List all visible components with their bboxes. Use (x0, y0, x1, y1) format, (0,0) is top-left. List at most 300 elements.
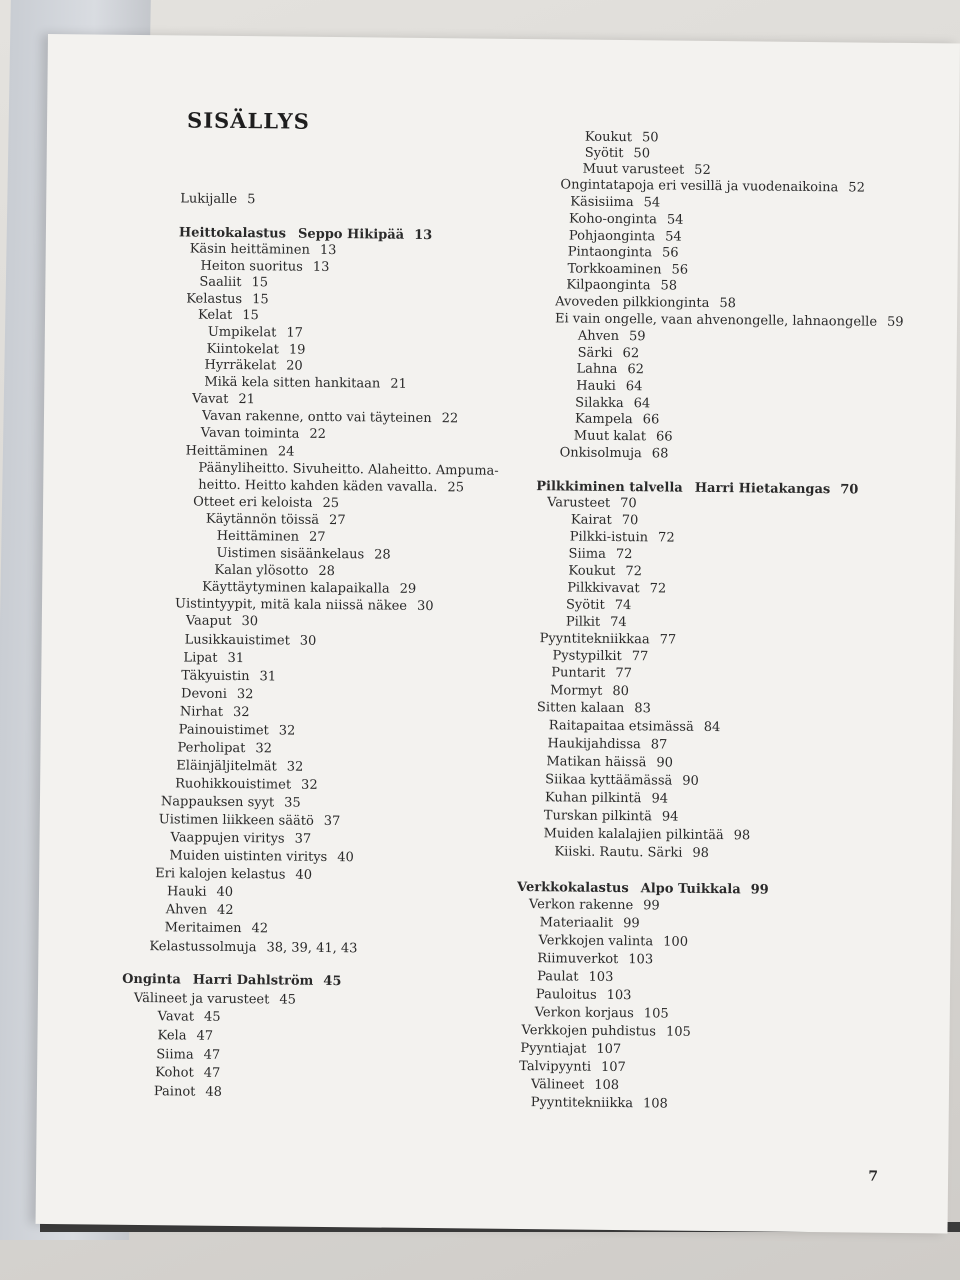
toc-entry (190, 241, 337, 259)
toc-entry (569, 211, 684, 228)
toc-entry-title: Nappauksen syyt (160, 794, 275, 811)
toc-entry-title: Heiton suoritus (200, 258, 303, 275)
toc-page-number: 37 (323, 813, 341, 830)
toc-page-number: 45 (279, 992, 297, 1008)
toc-page-number: 52 (694, 162, 711, 178)
toc-entry-title: Kelastus (186, 291, 243, 308)
toc-entry-title: Välineet (530, 1077, 585, 1093)
toc-entry (169, 848, 354, 866)
toc-entry-title: Silakka (575, 395, 624, 412)
toc-entry-title: Kiintokelat (206, 341, 279, 358)
toc-page-number: 59 (886, 314, 904, 330)
toc-page-number: 94 (661, 809, 679, 825)
toc-entry (199, 275, 268, 292)
toc-entry (175, 596, 434, 615)
toc-entry-title: Onkisolmuja (559, 445, 642, 462)
toc-page-number: 15 (242, 308, 259, 324)
toc-entry-title: Kelastussolmuja (149, 939, 257, 956)
toc-entry-title: Nirhat (179, 704, 224, 720)
toc-entry (538, 933, 688, 951)
toc-entry-title: Käyttäytyminen kalapaikalla (202, 579, 390, 597)
toc-entry-title: Käsisiima (570, 194, 634, 211)
toc-page-number: 29 (399, 581, 417, 597)
toc-entry-title: Heittäminen (216, 528, 300, 545)
toc-page-number: 30 (416, 598, 434, 615)
toc-entry-title: Devoni (181, 686, 228, 702)
toc-entry (198, 461, 498, 480)
toc-entry-title: Avoveden pilkkionginta (555, 294, 710, 311)
toc-entry-title: Puntarit (551, 665, 606, 681)
toc-page-number: 66 (642, 412, 660, 428)
toc-entry-title: Lukijalle (180, 191, 238, 207)
toc-entry (566, 277, 677, 294)
toc-entry (574, 429, 673, 446)
toc-page-number: 80 (612, 683, 630, 700)
toc-page-number: 99 (750, 882, 769, 898)
toc-entry-title: Torkkoaminen (567, 261, 662, 278)
toc-page-number: 28 (374, 547, 391, 563)
toc-entry-title: Onginta (122, 971, 181, 988)
toc-entry (552, 648, 648, 665)
toc-entry-title: Kalan ylösotto (214, 562, 309, 579)
toc-entry (216, 546, 390, 564)
toc-entry-title: Turskan pilkintä (543, 808, 653, 825)
toc-entry-title: Lahna (576, 361, 618, 377)
toc-entry-title: Ei vain ongelle, vaan ahvenongelle, lahnaongelle (554, 311, 878, 330)
toc-entry (180, 704, 250, 721)
toc-page-number: 40 (337, 850, 354, 866)
toc-entry-title: Lusikkauistimet (184, 632, 290, 649)
toc-page-number: 32 (286, 759, 304, 775)
toc-page-number: 107 (600, 1059, 626, 1076)
toc-page-number: 45 (323, 973, 342, 990)
toc-entry (531, 1077, 619, 1094)
toc-entry-title: Kairat (570, 512, 612, 528)
toc-entry-title: Paulat (537, 969, 579, 985)
toc-entry-title: Riimuverkot (537, 951, 619, 968)
toc-page-number: 38, 39, 41, 43 (266, 940, 358, 957)
toc-entry-title: Matikan häissä (546, 754, 647, 771)
toc-entry (186, 291, 269, 308)
toc-page-number: 28 (318, 563, 335, 580)
toc-entry (529, 897, 660, 914)
toc-entry (550, 683, 629, 700)
toc-entry (186, 613, 258, 630)
toc-entry-title: Pauloitus (535, 987, 597, 1003)
toc-entry-title: Uistintyypit, mitä kala niissä näkee (174, 596, 408, 614)
toc-entry (159, 812, 341, 830)
toc-entry-title: Päänyliheitto. Sivuheitto. Alaheitto. Ampuma- (198, 460, 499, 479)
toc-entry (202, 580, 416, 598)
toc-entry (575, 412, 659, 429)
toc-entry-title: Vaappujen viritys (170, 830, 285, 847)
toc-page-number: 21 (390, 376, 407, 392)
toc-entry-title: Syötit (565, 597, 605, 613)
toc-entry-title: Pyyntiajat (520, 1041, 587, 1057)
toc-entry (185, 632, 317, 649)
toc-page-number: 72 (649, 581, 667, 597)
toc-entry (181, 668, 276, 685)
toc-entry-title: Verkkokalastus (517, 879, 629, 897)
toc-entry (567, 580, 666, 597)
toc-entry (217, 529, 326, 546)
toc-entry (578, 329, 646, 346)
toc-entry-title: Verkon rakenne (528, 897, 634, 914)
toc-entry-title: Vavat (157, 1009, 195, 1025)
toc-entry (208, 325, 303, 342)
toc-entry (193, 495, 339, 513)
toc-entry-title: Vavat (192, 391, 229, 407)
toc-entry (570, 194, 660, 211)
toc-page-number: 87 (650, 737, 668, 753)
toc-page-number: 62 (622, 346, 640, 362)
toc-entry-title: Pyyntitekniikka (530, 1095, 634, 1112)
toc-page-number: 13 (414, 227, 433, 244)
toc-entry-title: Perholipat (177, 740, 246, 757)
page-title: SISÄLLYS (186, 107, 311, 134)
toc-page-number: 98 (692, 845, 710, 861)
toc-entry (161, 794, 301, 811)
toc-entry (585, 146, 650, 163)
toc-page-number: 22 (441, 411, 459, 427)
toc-page-number: 27 (329, 512, 346, 529)
toc-entry (551, 665, 632, 682)
toc-entry-title: Muiden kalalajien pilkintää (543, 826, 724, 844)
toc-entry (544, 808, 679, 825)
toc-page-number: 31 (259, 669, 277, 685)
toc-entry (183, 650, 244, 667)
toc-entry-title: Kuhan pilkintä (544, 790, 642, 807)
toc-entry (192, 392, 255, 409)
toc-entry-title: Koukut (584, 129, 633, 146)
toc-page-number: 70 (620, 496, 637, 512)
toc-entry (158, 1009, 221, 1026)
toc-entry-title: Eri kalojen kelastus (155, 866, 286, 883)
toc-entry-title: Kiiski. Rautu. Särki (554, 844, 683, 861)
toc-entry (576, 362, 644, 379)
toc-page-number: 72 (625, 564, 643, 580)
toc-entry-title: Ruohikkouistimet (175, 776, 292, 793)
toc-entry-title: Raitapaitaa etsimässä (548, 718, 694, 735)
toc-entry (155, 1065, 220, 1082)
toc-entry-title: Hauki (166, 884, 207, 900)
toc-entry (198, 478, 464, 497)
toc-entry-title: Pilkki-istuin (569, 529, 649, 546)
toc-entry-title: Pilkkivavat (567, 580, 640, 597)
toc-entry-title: Varusteet (547, 495, 611, 511)
toc-entry-title: Pystypilkit (552, 648, 622, 665)
toc-entry (570, 529, 675, 546)
toc-entry (200, 259, 329, 276)
toc-entry-title: Syötit (584, 145, 624, 162)
toc-entry-title: Pilkit (565, 614, 601, 630)
toc-entry (204, 358, 302, 375)
toc-entry-title: Siima (156, 1047, 194, 1063)
toc-page-number: 22 (309, 426, 327, 442)
toc-page-number: 103 (588, 969, 614, 985)
toc-entry (154, 1084, 222, 1101)
toc-page-number: 103 (628, 952, 654, 968)
toc-entry (540, 631, 677, 648)
toc-entry (569, 228, 682, 245)
toc-entry-title: Särki (577, 345, 613, 361)
toc-page-number: 64 (633, 396, 651, 412)
toc-entry-title: Mikä kela sitten hankitaan (204, 374, 381, 392)
toc-entry (166, 902, 234, 919)
toc-entry (560, 445, 669, 462)
toc-entry (540, 915, 640, 932)
toc-entry-title: Käsin heittäminen (189, 241, 310, 258)
toc-entry-title: Uistimen liikkeen säätö (158, 812, 314, 829)
toc-entry (548, 736, 668, 753)
toc-entry (157, 1028, 213, 1045)
toc-entry-title: Materiaalit (539, 915, 614, 931)
toc-entry (546, 754, 673, 771)
toc-entry (177, 740, 272, 757)
toc-page-number: 84 (703, 719, 721, 736)
toc-entry (531, 1095, 668, 1112)
toc-section-author: Harri Dahlström (192, 972, 314, 989)
toc-page-number: 37 (294, 831, 312, 847)
toc-entry (207, 342, 306, 359)
toc-page-number: 103 (606, 987, 632, 1004)
toc-entry (204, 375, 407, 393)
toc-entry (545, 790, 668, 807)
toc-entry (201, 426, 326, 443)
toc-entry-title: Kilpaonginta (566, 277, 651, 294)
toc-page-number: 17 (286, 325, 303, 341)
toc-page-number: 13 (312, 259, 330, 275)
toc-page-number: 32 (255, 741, 273, 757)
toc-page-number: 94 (651, 791, 669, 807)
toc-page-number: 77 (631, 649, 649, 665)
toc-entry-title: Sitten kalaan (536, 700, 625, 717)
toc-entry-title: Kela (157, 1028, 187, 1044)
toc-page-number: 25 (447, 480, 465, 496)
toc-entry (179, 722, 296, 739)
toc-page-number: 74 (610, 614, 627, 631)
toc-page-number: 32 (278, 723, 296, 739)
toc-entry (554, 844, 709, 862)
toc-page-number: 42 (251, 921, 269, 937)
toc-section-author: Alpo Tuikkala (640, 881, 741, 898)
toc-entry-title: Muut varusteet (582, 161, 685, 178)
toc-entry-title: Vavan rakenne, ontto vai täyteinen (201, 408, 432, 427)
toc-page-number: 58 (660, 278, 678, 294)
toc-entry (536, 987, 632, 1004)
toc-entry (520, 1041, 621, 1058)
toc-entry-title: Uistimen sisäänkelaus (216, 545, 365, 563)
toc-page-number: 58 (719, 296, 737, 312)
toc-section-author: Seppo Hikipää (297, 226, 405, 243)
toc-entry (545, 772, 699, 790)
toc-entry-title: Meritaimen (164, 920, 242, 937)
toc-page-number: 30 (241, 614, 259, 630)
toc-entry-title: Mormyt (550, 683, 603, 699)
toc-entry (560, 177, 865, 196)
toc-entry-title: Muiden uistinten viritys (169, 848, 328, 865)
toc-page-number: 90 (656, 755, 673, 771)
toc-entry (576, 379, 642, 396)
toc-page-number: 47 (203, 1047, 221, 1063)
toc-page-number: 32 (232, 704, 250, 721)
toc-entry-title: Täkyuistin (181, 668, 250, 685)
toc-page-number: 5 (247, 192, 256, 208)
toc-entry-title: Pyyntitekniikkaa (539, 631, 650, 648)
toc-section-heading (122, 972, 341, 990)
toc-entry-title: Painot (153, 1084, 196, 1100)
toc-entry (155, 866, 312, 884)
toc-entry-title: Talvipyynti (519, 1058, 592, 1075)
toc-page-number: 108 (594, 1077, 620, 1094)
toc-entry (585, 130, 659, 147)
toc-entry (149, 939, 357, 957)
toc-entry (583, 162, 711, 179)
toc-entry-title: Kampela (574, 411, 633, 428)
toc-entry-title: Siima (568, 546, 606, 562)
toc-entry (156, 1047, 220, 1064)
toc-section-author: Harri Hietakangas (694, 480, 831, 498)
toc-entry-title: Ahven (165, 902, 208, 918)
toc-entry-title: Verkon korjaus (534, 1005, 634, 1022)
toc-page-number: 64 (625, 379, 643, 395)
toc-entry-title: Heittäminen (185, 443, 269, 460)
toc-entry (568, 563, 642, 580)
toc-entry (555, 294, 736, 312)
toc-entry-title: Pilkkiminen talvella (536, 479, 683, 496)
toc-page-number: 45 (203, 1009, 221, 1025)
toc-entry (522, 1023, 691, 1041)
toc-page-number: 66 (655, 429, 673, 445)
toc-entry (566, 597, 631, 614)
toc-page-number: 50 (633, 146, 651, 162)
toc-entry-title: Umpikelat (207, 324, 277, 341)
toc-page-number: 19 (288, 342, 306, 358)
toc-entry (544, 826, 751, 844)
toc-page-number: 90 (682, 773, 699, 789)
toc-page-number: 31 (227, 650, 245, 667)
toc-page-number: 32 (301, 777, 318, 793)
toc-entry-title: Ongintatapoja eri vesillä ja vuodenaikoina (560, 177, 839, 196)
toc-entry (578, 346, 640, 363)
toc-entry (568, 244, 679, 261)
toc-entry (134, 991, 296, 1009)
toc-section-heading (517, 880, 769, 899)
toc-page-number: 27 (308, 529, 326, 545)
toc-entry-title: Vaaput (185, 613, 232, 629)
toc-page-number: 56 (661, 245, 679, 261)
toc-page-number: 30 (299, 633, 317, 649)
toc-page-number: 54 (666, 212, 684, 228)
toc-entry (181, 686, 254, 703)
toc-entry (519, 1059, 626, 1076)
toc-page-number: 98 (733, 828, 751, 844)
toc-entry (171, 830, 312, 847)
toc-page-number: 54 (643, 195, 661, 211)
toc-page-number: 47 (203, 1065, 221, 1081)
toc-entry (537, 700, 651, 717)
toc-entry (537, 969, 613, 986)
page-number: 7 (868, 1168, 879, 1185)
toc-page-number: 20 (286, 358, 303, 374)
toc-entry-title: Hauki (576, 378, 616, 394)
toc-page-number: 42 (216, 902, 234, 918)
toc-entry-title: Haukijahdissa (547, 736, 641, 753)
toc-page-number: 105 (665, 1024, 691, 1040)
toc-entry (198, 308, 259, 325)
toc-entry-title: Verkkojen valinta (538, 933, 654, 950)
toc-entry (571, 513, 639, 530)
toc-entry (567, 261, 688, 278)
toc-entry-title: Ahven (577, 328, 620, 344)
toc-entry (214, 563, 335, 580)
toc-page-number: 108 (642, 1096, 668, 1112)
toc-entry-title: Muut kalat (573, 428, 647, 445)
toc-page-number: 35 (284, 795, 301, 811)
toc-entry-title: Käytännön töissä (205, 511, 320, 528)
toc-page-number: 52 (848, 180, 865, 196)
toc-page-number: 40 (295, 867, 313, 883)
toc-entry-title: Saaliit (199, 274, 242, 291)
toc-page-number: 99 (643, 898, 660, 914)
toc-entry (176, 758, 303, 775)
toc-entry-title: Kohot (155, 1065, 194, 1081)
toc-page-number: 62 (627, 362, 645, 378)
toc-page-number: 74 (614, 597, 632, 614)
toc-entry-title: Siikaa kyttäämässä (545, 772, 673, 789)
toc-entry (175, 776, 318, 793)
toc-entry (537, 951, 653, 968)
toc-entry (167, 884, 233, 901)
toc-page-number: 50 (641, 130, 659, 146)
toc-entry-title: Hyrräkelat (204, 357, 277, 374)
toc-entry-title: Vavan toiminta (200, 425, 300, 442)
toc-entry (535, 1005, 669, 1022)
toc-page-number: 70 (840, 482, 859, 498)
toc-entry-title: Heittokalastus (178, 225, 287, 242)
toc-page-number: 59 (628, 329, 646, 345)
toc-page-number: 83 (634, 701, 651, 717)
toc-entry-title: Eläinjäljitelmät (176, 758, 277, 775)
toc-entry (568, 546, 632, 563)
toc-entry (165, 920, 269, 937)
toc-entry (547, 495, 637, 512)
toc-entry-title: Painouistimet (178, 722, 269, 739)
toc-entry-title: Pintaonginta (567, 244, 653, 261)
toc-entry (549, 718, 721, 736)
toc-entry-title: Kelat (197, 307, 233, 323)
toc-page-number: 56 (671, 262, 689, 278)
toc-page-number: 99 (623, 916, 640, 932)
toc-entry-title: Lipat (183, 650, 218, 666)
toc-entry (566, 614, 627, 631)
toc-entry (206, 512, 346, 529)
toc-page-number: 40 (216, 884, 234, 900)
toc-page-number: 107 (596, 1041, 622, 1058)
toc-entry-title: Koukut (568, 563, 616, 579)
toc-page-number: 68 (651, 446, 669, 462)
toc-page-number: 70 (621, 513, 639, 529)
toc-entry (575, 396, 650, 413)
toc-page-number: 47 (196, 1028, 214, 1044)
toc-page-number: 72 (615, 546, 633, 563)
toc-page-number: 77 (659, 632, 677, 648)
toc-page-number: 100 (663, 934, 689, 950)
toc-page-number: 72 (658, 530, 675, 546)
book-page (36, 34, 960, 1233)
toc-entry (180, 191, 255, 208)
toc-page-number: 77 (615, 665, 633, 682)
